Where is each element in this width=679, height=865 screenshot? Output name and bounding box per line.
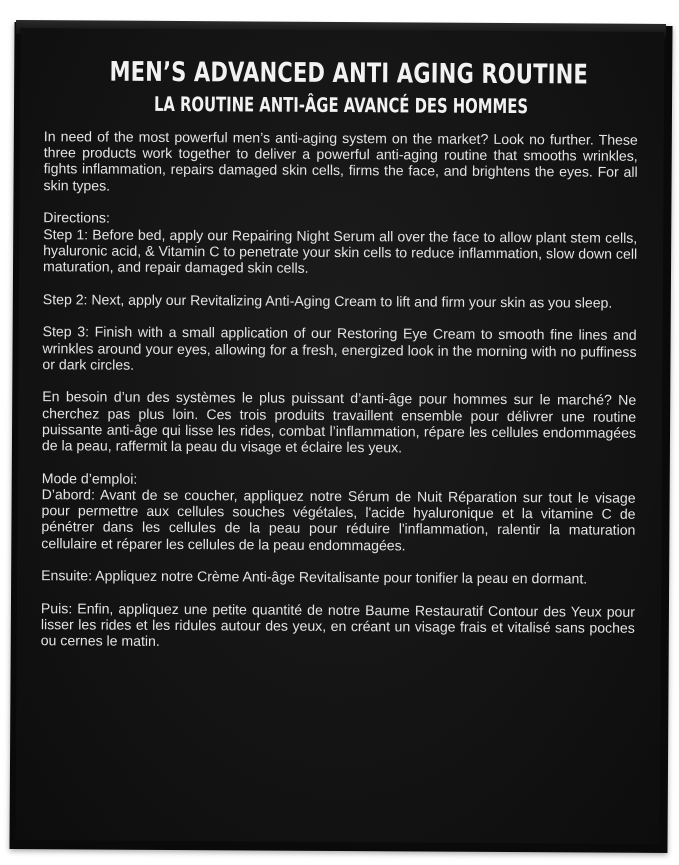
step-3: Step 3: Finish with a small application of our Restoring Eye Cream to smooth fine lines and wrinkles around your eyes, allowing for a fresh, energized look in the morning with no puffiness or dark circles.: [42, 323, 637, 373]
mode-emploi-block: [41, 470, 635, 555]
etape-1: D’abord: Avant de se coucher, appliquez notre Sérum de Nuit Réparation sur tout le visage pour permettre aux cellules souches végétales, l'acide hyaluronique et la vitamine C de pénétrer dans les cellules de la peau pour réduire l'inflammation, ralentir la maturation cellulaire et réparer les cellules de la peau endommagées.: [41, 486, 636, 553]
directions-heading: Directions:: [43, 209, 110, 226]
intro-english: In need of the most powerful men’s anti-aging system on the market? Look no further. These three products work together to deliver a powerful anti-aging routine that smooths wrinkles, fights inflammation, repairs damaged skin cells, firms the face, and brightens the eyes. For all skin types.: [43, 128, 638, 194]
etape-3: Puis: Enfin, appliquez une petite quantité de notre Baume Restauratif Contour des Yeux pour lisser les rides et les ridules autour des yeux, en créant un visage frais et vitalisé sans poches ou cernes le matin.: [40, 600, 635, 650]
routine-title: MEN’S ADVANCED ANTI AGING ROUTINE: [109, 56, 589, 91]
directions-block: [43, 209, 637, 277]
step-1: Step 1: Before bed, apply our Repairing Night Serum all over the face to allow plant stem cells, hyaluronic acid, & Vitamin C to penetrate your skin cells to reduce inflammation, slow down cell maturation, and repair damaged skin cells.: [42, 225, 638, 276]
routine-subtitle-french: LA ROUTINE ANTI-ÂGE AVANCÉ DES HOMMES: [153, 91, 529, 119]
mode-emploi-heading: Mode d’emploi:: [41, 469, 138, 487]
product-box-back: [16, 28, 665, 844]
step-2: Step 2: Next, apply our Revitalizing Anti-Aging Cream to lift and firm your skin as you sleep.: [42, 290, 613, 311]
intro-french: En besoin d’un des systèmes le plus puissant d’anti-âge pour hommes sur le marché? Ne cherchez pas plus loin. Ces trois produits travaillent ensemble pour délivrer une routine puissante anti-âge qui lisse les rides, combat l’inflammation, répare les cellules endommagées de la peau, raffermit la peau du visage et éclaire les yeux.: [41, 388, 637, 456]
etape-2: Ensuite: Appliquez notre Crème Anti-âge Revitalisante pour tonifier la peau en dormant.: [41, 567, 588, 587]
description-text: [41, 128, 638, 652]
